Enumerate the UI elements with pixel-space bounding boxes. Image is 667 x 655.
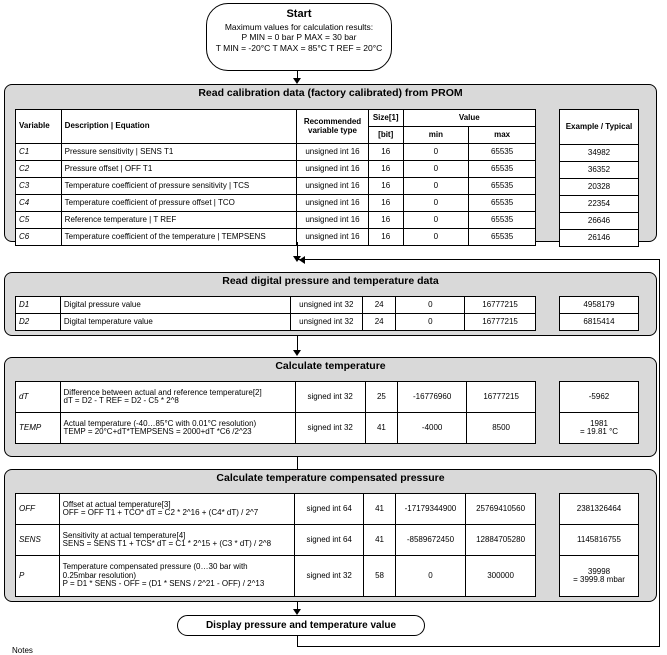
var-temp: TEMP [16, 413, 61, 444]
var-p: P [16, 556, 60, 597]
table-row [16, 525, 536, 556]
col-desc: Description | Equation [61, 110, 296, 144]
desc-sens: Sensitivity at actual temperature[4] [62, 530, 186, 540]
desc-c4: Temperature coefficient of pressure offset | TCO [61, 195, 296, 212]
desc-c3: Temperature coefficient of pressure sensitivity | TCS [61, 178, 296, 195]
size-c3: 16 [368, 178, 403, 195]
max-p: 300000 [466, 556, 536, 597]
type-c1: unsigned int 16 [297, 144, 369, 161]
size-d1: 24 [362, 297, 396, 314]
ex-sens: 1145816755 [560, 525, 639, 556]
size-d2: 24 [362, 314, 396, 331]
var-c1: C1 [16, 144, 62, 161]
ex-c3: 20328 [560, 179, 639, 196]
notes-label: Notes [12, 646, 33, 655]
table-row [16, 413, 536, 444]
eq-sens: SENS = SENS T1 + TCS* dT = C1 * 2^15 + (C3 * dT) / 2^8 [62, 539, 272, 548]
pressure-table [15, 493, 536, 597]
desc-c1: Pressure sensitivity | SENS T1 [61, 144, 296, 161]
table-row [16, 297, 536, 314]
min-off: -17179344900 [395, 494, 465, 525]
max-sens: 12884705280 [466, 525, 536, 556]
ex-dt: -5962 [560, 382, 639, 413]
max-d2: 16777215 [465, 314, 536, 331]
min-c3: 0 [403, 178, 469, 195]
type-c4: unsigned int 16 [297, 195, 369, 212]
calibration-example-table [559, 109, 639, 247]
size-p: 58 [364, 556, 395, 597]
min-dt: -16776960 [398, 382, 467, 413]
type-temp: signed int 32 [295, 413, 365, 444]
type-c6: unsigned int 16 [297, 229, 369, 246]
table-row [16, 195, 536, 212]
start-line1: Maximum values for calculation results: [224, 21, 374, 32]
var-c3: C3 [16, 178, 62, 195]
var-dt: dT [16, 382, 61, 413]
type-c3: unsigned int 16 [297, 178, 369, 195]
eq-off: OFF = OFF T1 + TCO* dT = C2 * 2^16 + (C4* dT) / 2^7 [62, 508, 259, 517]
pressure-example-table [559, 493, 639, 597]
type-d1: unsigned int 32 [290, 297, 362, 314]
type-c2: unsigned int 16 [297, 161, 369, 178]
type-c5: unsigned int 16 [297, 212, 369, 229]
type-d2: unsigned int 32 [290, 314, 362, 331]
min-c6: 0 [403, 229, 469, 246]
calibration-table [15, 109, 536, 246]
type-dt: signed int 32 [295, 382, 365, 413]
var-c6: C6 [16, 229, 62, 246]
desc-p-2: 0.25mbar resolution) [62, 570, 137, 580]
ex-off: 2381326464 [560, 494, 639, 525]
min-c1: 0 [403, 144, 469, 161]
min-d2: 0 [396, 314, 465, 331]
digital-header: Read digital pressure and temperature data [222, 275, 439, 287]
size-c1: 16 [368, 144, 403, 161]
ex-c6: 26146 [560, 230, 639, 247]
connector-arrow [297, 242, 298, 256]
max-c5: 65535 [469, 212, 536, 229]
max-d1: 16777215 [465, 297, 536, 314]
type-off: signed int 64 [295, 494, 364, 525]
table-row [16, 382, 536, 413]
calibration-header: Read calibration data (factory calibrated) from PROM [198, 87, 463, 99]
pressure-header: Calculate temperature compensated pressure [216, 472, 445, 484]
end-terminal: Display pressure and temperature value [177, 615, 425, 636]
table-row [16, 556, 536, 597]
col-max: max [469, 127, 536, 144]
var-d1: D1 [16, 297, 61, 314]
ex-temp: 1981 [590, 418, 608, 428]
start-line2: P MIN = 0 bar P MAX = 30 bar [241, 32, 357, 43]
col-value: Value [403, 110, 535, 127]
table-row [16, 212, 536, 229]
arrow-head [293, 350, 301, 356]
table-row [16, 178, 536, 195]
ex-c1: 34982 [560, 145, 639, 162]
size-sens: 41 [364, 525, 395, 556]
start-terminal [206, 3, 392, 71]
start-title: Start [286, 8, 312, 20]
col-size: Size[1] [368, 110, 403, 127]
loop-line-bottom [298, 646, 660, 647]
digital-example-table [559, 296, 639, 331]
size-c4: 16 [368, 195, 403, 212]
ex-d2: 6815414 [560, 314, 639, 331]
type-p: signed int 32 [295, 556, 364, 597]
size-c2: 16 [368, 161, 403, 178]
col-variable: Variable [16, 110, 62, 144]
loop-line-right [659, 259, 660, 647]
table-row [16, 161, 536, 178]
var-c2: C2 [16, 161, 62, 178]
eq-dt: dT = D2 - T REF = D2 - C5 * 2^8 [63, 396, 179, 405]
table-row [16, 314, 536, 331]
min-sens: -8589672450 [395, 525, 465, 556]
desc-p: Temperature compensated pressure (0…30 bar with [62, 562, 248, 572]
size-off: 41 [364, 494, 395, 525]
desc-dt: Difference between actual and reference temperature[2] [63, 387, 262, 397]
col-example: Example / Typical [560, 110, 639, 145]
type-sens: signed int 64 [295, 525, 364, 556]
loop-line-top [298, 259, 660, 260]
min-c2: 0 [403, 161, 469, 178]
temperature-example-table [559, 381, 639, 444]
max-off: 25769410560 [466, 494, 536, 525]
start-line3: T MIN = -20°C T MAX = 85°C T REF = 20°C [215, 43, 383, 53]
min-temp: -4000 [398, 413, 467, 444]
max-c6: 65535 [469, 229, 536, 246]
eq-temp: TEMP = 20°C+dT*TEMPSENS = 2000+dT *C6 /2^23 [63, 427, 252, 436]
desc-temp: Actual temperature (-40…85°C with 0.01°C resolution) [63, 418, 257, 428]
loop-arrow-head [299, 256, 305, 264]
var-sens: SENS [16, 525, 60, 556]
max-c3: 65535 [469, 178, 536, 195]
size-c5: 16 [368, 212, 403, 229]
max-c1: 65535 [469, 144, 536, 161]
loop-line-stub [297, 636, 298, 647]
eq-p: P = D1 * SENS - OFF = (D1 * SENS / 2^21 - OFF) / 2^13 [62, 579, 265, 589]
desc-c5: Reference temperature | T REF [61, 212, 296, 229]
max-temp: 8500 [467, 413, 536, 444]
col-size-unit: [bit] [368, 127, 403, 144]
ex-c5: 26646 [560, 213, 639, 230]
ex-c2: 36352 [560, 162, 639, 179]
desc-d1: Digital pressure value [60, 297, 290, 314]
desc-c6: Temperature coefficient of the temperature | TEMPSENS [61, 229, 296, 246]
size-temp: 41 [365, 413, 397, 444]
table-row [16, 144, 536, 161]
ex-temp-unit: = 19.81 °C [579, 427, 619, 436]
min-c5: 0 [403, 212, 469, 229]
size-dt: 25 [365, 382, 397, 413]
col-min: min [403, 127, 469, 144]
table-row [16, 229, 536, 246]
var-c4: C4 [16, 195, 62, 212]
ex-d1: 4958179 [560, 297, 639, 314]
max-c2: 65535 [469, 161, 536, 178]
max-dt: 16777215 [467, 382, 536, 413]
ex-p-unit: = 3999.8 mbar [573, 575, 625, 584]
desc-off: Offset at actual temperature[3] [62, 499, 171, 509]
min-d1: 0 [396, 297, 465, 314]
digital-table [15, 296, 536, 331]
connector-arrow [297, 336, 298, 350]
min-c4: 0 [403, 195, 469, 212]
ex-c4: 22354 [560, 196, 639, 213]
table-row [16, 494, 536, 525]
max-c4: 65535 [469, 195, 536, 212]
size-c6: 16 [368, 229, 403, 246]
min-p: 0 [395, 556, 465, 597]
var-d2: D2 [16, 314, 61, 331]
var-c5: C5 [16, 212, 62, 229]
temperature-header: Calculate temperature [275, 360, 386, 372]
ex-p: 39998 [587, 566, 611, 576]
desc-d2: Digital temperature value [60, 314, 290, 331]
var-off: OFF [16, 494, 60, 525]
desc-c2: Pressure offset | OFF T1 [61, 161, 296, 178]
col-type: Recommended variable type [297, 110, 369, 144]
temperature-table [15, 381, 536, 444]
